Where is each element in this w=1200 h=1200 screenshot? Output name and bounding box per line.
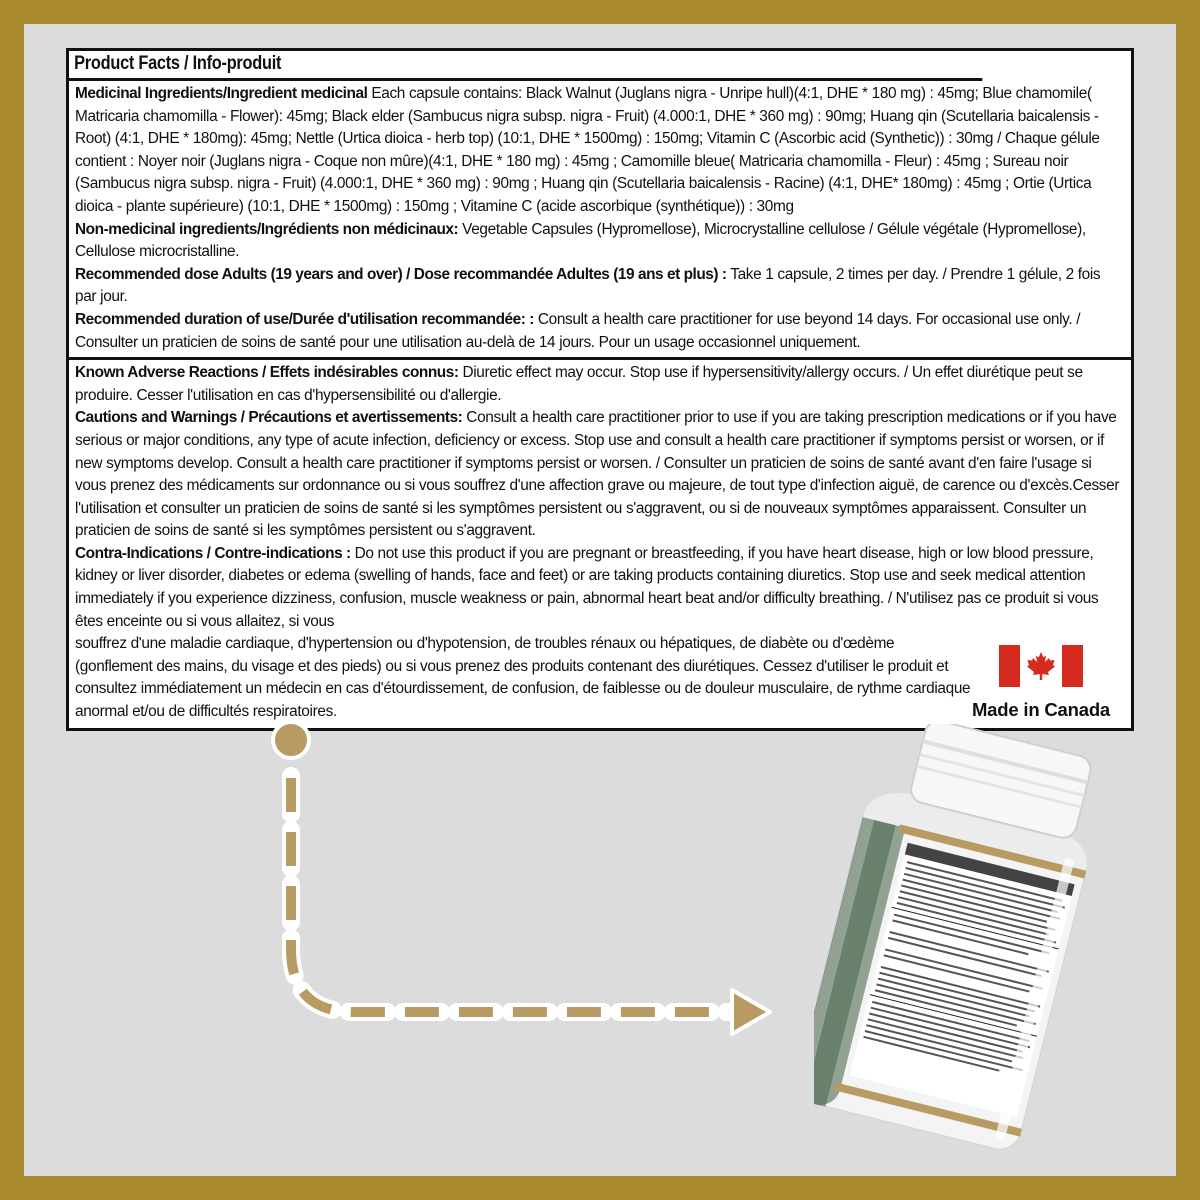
supplement-bottle-icon [814,724,1104,1154]
medicinal-text: Each capsule contains: Black Walnut (Juglans nigra - Unripe hull)(4:1, DHE * 180 mg) : 45mg; Blue chamomile( Matricaria chamomilla - Flower): 45mg; Black elder (Sambucus nigra subsp. nigra - Fruit) (4.000:1, DHE * 360 mg) : 90mg; Huang qin (Scutellaria baicalensis - Root) (4:1, DHE * 180mg): 45mg; Nettle (Urtica dioica - herb top) (10:1, DHE * 1500mg) : 150mg; Vitamin C (Ascorbic acid (Synthetic)) : 30mg / Chaque gélule contient : Noyer noir (Juglans nigra - Coque non mûre)(4:1, DHE * 180 mg) : 45mg ; Camomille bleue( Matricaria chamomilla - Fleur) : 45mg ; Sureau noir (Sambucus nigra subsp. nigra - Fruit) (4.000:1, DHE * 360 mg) : 90mg ; Huang qin (Scutellaria baicalensis - Racine) (4:1, DHE* 180mg) : 45mg ; Ortie (Urtica dioica - plante supérieure) (10:1, DHE * 1500mg) : 150mg ; Vitamine C (acide ascorbique (synthétique)) : 30mg [75,85,1100,215]
duration-text: Consult a health care practitioner for use beyond 14 days. For occasional use only. / Consulter un praticien de soins de santé pour une utilisation au-delà de 14 jours. Pour un usage occasionnel uniquement. [75,310,1081,351]
cautions-heading: Cautions and Warnings / Précautions et avertissements: [75,409,463,427]
made-in-canada-text: Made in Canada [971,699,1111,721]
cautions-text: Consult a health care practitioner prior to use if you are taking prescription medications or if you have serious or major conditions, any type of acute infection, deficiency or excess. Stop use and consult a health care practitioner if symptoms persist or worsen, or if new symptoms develop. Consult a health care practitioner if symptoms persist or worsen. / Consulter un praticien de soins de santé avant d'en faire l'usage si vous prenez des médicaments sur ordonnance ou si vous souffrez d'une affection grave ou majeure, de tout type d'infection aiguë, de carence ou d'excès.Cesser l'utilisation et consulter un praticien de soins de santé si les symptômes persistent ou s'aggravent, ou si de nouveaux symptômes apparaissent. Consulter un praticien de soins de santé si les symptômes persistent ou s'aggravent. [75,409,1120,540]
dose-heading: Recommended dose Adults (19 years and over) / Dose recommandée Adultes (19 ans et plus) : [75,265,727,283]
contra-text-a: Do not use this product if you are pregnant or breastfeeding, if you have heart disease, high or low blood pressure, kidney or liver disorder, diabetes or edema (swelling of hands, face and feet) or are taking products containing diuretics. Stop use and seek medical attention immediately if you experience dizziness, confusion, muscle weakness or pain, abnormal heart beat and/or difficulty breathing. / N'utilisez pas ce produit si vous êtes enceinte ou si vous allaitez, si vous [75,544,1099,630]
background-panel [24,24,1176,1176]
contra-heading: Contra-Indications / Contre-indications : [75,544,351,562]
contra-indications-continued: souffrez d'une maladie cardiaque, d'hypertension ou d'hypotension, de troubles rénaux ou hépatiques, de diabète ou d'œdème (gonflement des mains, du visage et des pieds) ou si vous prenez des produits contenant des diurétiques. Cessez d'utiliser le produit et consultez immédiatement un médecin en cas d'étourdissement, de confusion, de faiblesse ou de douleur musculaire, de rythme cardiaque anormal et/ou de difficultés respiratoires. [75,635,971,721]
adverse-heading: Known Adverse Reactions / Effets indésirables connus: [75,364,459,382]
label-title: Product Facts / Info-produit [69,51,982,81]
path-outline [291,776,729,1012]
path-line [291,776,729,1012]
dose-text: Take 1 capsule, 2 times per day. / Prendre 1 gélule, 2 fois par jour. [75,265,1101,306]
non-medicinal-heading: Non-medicinal ingredients/Ingrédients non médicinaux: [75,220,459,238]
path-start-dot-icon [273,722,309,758]
medicinal-heading: Medicinal Ingredients/Ingredient medicinal [75,85,368,102]
non-medicinal-text: Vegetable Capsules (Hypromellose), Microcrystalline cellulose / Gélule végétale (Hypromellose), Cellulose microcristalline. [75,220,1086,261]
duration-heading: Recommended duration of use/Durée d'utilisation recommandée: : [75,310,534,328]
arrow-head-icon [732,990,770,1034]
adverse-text: Diuretic effect may occur. Stop use if hypersensitivity/allergy occurs. / Un effet diurétique peut se produire. Cesser l'utilisation en cas d'hypersensibilité ou d'allergie. [75,364,1083,404]
